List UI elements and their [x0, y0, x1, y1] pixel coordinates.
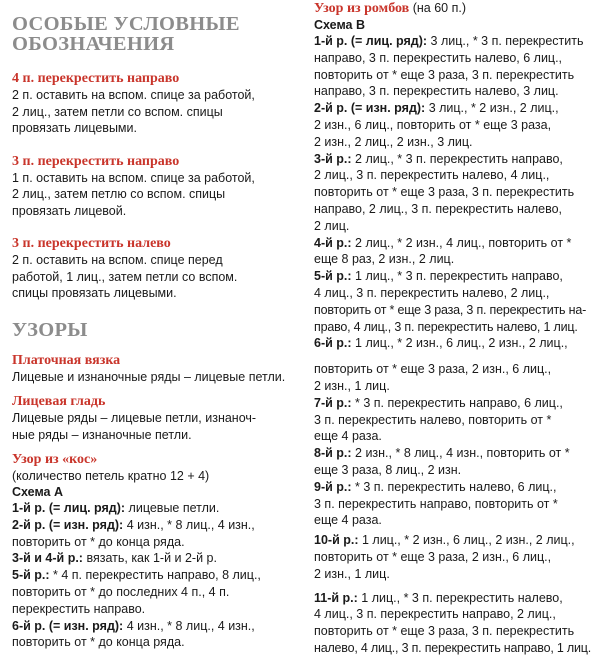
row-text: направо, 3 п. перекрестить налево, 3 лиц. — [314, 84, 559, 99]
row-label: 4-й р.: — [314, 235, 352, 250]
row-text: * 4 п. перекрестить направо, 8 лиц., — [49, 568, 261, 583]
row-label: 2-й р. (= изн. ряд): — [12, 517, 124, 532]
diamonds-header — [314, 0, 610, 17]
section-title-symbols — [12, 14, 306, 54]
row-label: 6-й р. (= изн. ряд): — [12, 618, 124, 633]
row-text: 4 изн., * 8 лиц., 4 изн., — [123, 618, 255, 633]
symbol-text: 2 лиц., затем петлю со вспом. спицы — [12, 187, 226, 201]
row-text: 2 лиц., * 2 изн., 4 лиц., повторить от * — [351, 235, 572, 250]
pattern-title: Платочная вязка — [12, 352, 121, 368]
symbol-text: работой, 1 лиц., затем петли со вспом. — [12, 269, 238, 284]
row-text: 2 изн., 2 лиц., 2 изн., 3 лиц. — [314, 134, 473, 149]
row-text: повторить от * до конца ряда. — [12, 534, 185, 549]
row-label: 9-й р.: — [314, 479, 352, 494]
diamonds-schema: Схема В — [314, 18, 365, 32]
row-text: еще 3 раза, 8 лиц., 2 изн. — [314, 462, 462, 477]
pattern-block — [12, 394, 306, 443]
row-text: 4 лиц., 3 п. перекрестить налево, 2 лиц., — [314, 285, 550, 300]
section-title-patterns: УЗОРЫ — [12, 318, 88, 341]
row-text: повторить от * еще 3 раза, 3 п. перекрестить — [314, 67, 575, 82]
row-label: 1-й р. (= лиц. ряд): — [12, 501, 126, 515]
row-text: повторить от * еще 3 раза, 3 п. перекрестить — [314, 185, 575, 200]
continued-block — [314, 361, 610, 395]
row-text: повторить от * еще 3 раза, 3 п. перекрестить на- — [314, 302, 587, 317]
symbol-text: провязать лицевыми. — [12, 121, 137, 135]
row-label: 10-й р.: — [314, 533, 359, 548]
row-label: 6-й р.: — [314, 336, 352, 351]
row-text: повторить от * еще 3 раза, 2 изн., 6 лиц., — [314, 362, 552, 377]
row-text: 1 лиц., * 3 п. перекрестить налево, — [357, 590, 563, 605]
row-label: 3-й р.: — [314, 151, 352, 166]
symbol-text: 2 п. оставить на вспом. спице перед — [12, 253, 223, 267]
row-text: 1 лиц., * 2 изн., 6 лиц., 2 изн., 2 лиц., — [351, 336, 568, 351]
symbol-title: 3 п. перекрестить направо — [12, 153, 180, 169]
symbol-text: провязать лицевой. — [12, 203, 127, 218]
row-text: 2 лиц. — [314, 218, 350, 233]
row-label: 1-й р. (= лиц. ряд): — [314, 34, 428, 48]
row-text: 2 лиц., * 3 п. перекрестить направо, — [351, 151, 563, 166]
pattern-row — [12, 567, 306, 584]
row-text: право, 4 лиц., 3 п. перекрестить налево, 1 лиц. — [314, 319, 578, 334]
row-text: налево, 4 лиц., 3 п. перекрестить направо, 1 лиц. — [314, 640, 592, 655]
pattern-row — [314, 235, 610, 252]
left-column — [12, 0, 306, 651]
pattern-row — [12, 517, 306, 534]
row-text: 3 лиц., * 3 п. перекрестить — [427, 34, 584, 48]
row-text: 4 лиц., 3 п. перекрестить направо, 2 лиц., — [314, 607, 556, 622]
cables-title: Узор из «кос» — [12, 452, 98, 467]
pattern-text: ные ряды – изнаночные петли. — [12, 427, 192, 442]
row-text: * 3 п. перекрестить направо, 6 лиц., — [351, 395, 563, 410]
row-label: 11-й р.: — [314, 590, 358, 605]
row-text: 2 изн., 1 лиц. — [314, 378, 390, 393]
row-text: 3 п. перекрестить направо, повторить от * — [314, 496, 558, 511]
pattern-row — [314, 445, 610, 462]
pattern-title: Лицевая гладь — [12, 394, 106, 409]
row-text: направо, 2 лиц., 3 п. перекрестить налево, — [314, 201, 563, 216]
row-text: 2 изн., 6 лиц., повторить от * еще 3 раза, — [314, 117, 552, 132]
diamonds-note: (на 60 п.) — [409, 1, 466, 15]
row-text: лицевые петли. — [125, 501, 220, 515]
cables-block — [12, 452, 306, 651]
pattern-row — [12, 550, 306, 567]
row-text: 3 п. перекрестить налево, повторить от * — [314, 412, 552, 427]
right-column — [314, 0, 610, 657]
pattern-row — [314, 532, 610, 549]
row-text: * 3 п. перекрестить налево, 6 лиц., — [351, 479, 557, 494]
pattern-row — [12, 618, 306, 635]
symbol-block — [12, 236, 306, 302]
row-text: 2 изн., 1 лиц. — [314, 566, 390, 581]
pattern-row — [314, 479, 610, 496]
symbol-text: 2 п. оставить на вспом. спице за работой, — [12, 88, 255, 102]
row-label: 5-й р.: — [314, 269, 352, 284]
row-text: еще 4 раза. — [314, 429, 382, 444]
row-label: 7-й р.: — [314, 395, 352, 410]
symbol-block — [12, 71, 306, 137]
symbol-text: спицы провязать лицевыми. — [12, 286, 177, 300]
pattern-row — [314, 590, 610, 607]
row-text: еще 8 раз, 2 изн., 2 лиц. — [314, 252, 455, 267]
pattern-row — [314, 268, 610, 285]
section-title-line: ОСОБЫЕ УСЛОВНЫЕ — [12, 13, 240, 35]
symbol-text: 2 лиц., затем петли со вспом. спицы — [12, 104, 223, 119]
row-text: направо, 3 п. перекрестить налево, 6 лиц., — [314, 50, 563, 65]
row-text: повторить от * до конца ряда. — [12, 635, 185, 650]
pattern-text: Лицевые ряды – лицевые петли, изнаноч- — [12, 411, 257, 425]
pattern-block — [12, 353, 306, 386]
pattern-row — [314, 33, 610, 50]
row-text: повторить от * еще 3 раза, 3 п. перекрестить — [314, 624, 575, 639]
row-text: перекрестить направо. — [12, 601, 146, 616]
row-text: 1 лиц., * 3 п. перекрестить направо, — [351, 269, 563, 284]
symbol-title: 4 п. перекрестить направо — [12, 71, 180, 86]
pattern-row — [314, 395, 610, 412]
row-text: 2 изн., * 8 лиц., 4 изн., повторить от * — [351, 446, 570, 461]
pattern-text: Лицевые и изнаночные ряды – лицевые петли. — [12, 369, 286, 384]
symbol-title: 3 п. перекрестить налево — [12, 236, 171, 251]
row-label: 8-й р.: — [314, 446, 352, 461]
row-text: вязать, как 1-й и 2-й р. — [82, 551, 217, 566]
row-text: повторить от * еще 3 раза, 2 изн., 6 лиц., — [314, 549, 552, 564]
symbol-block — [12, 154, 306, 220]
cables-note: (количество петель кратно 12 + 4) — [12, 469, 210, 483]
pattern-row — [12, 500, 306, 517]
row-text: еще 4 раза. — [314, 513, 382, 528]
cables-schema: Схема А — [12, 485, 63, 499]
row-text: 2 лиц., 3 п. перекрестить налево, 4 лиц., — [314, 168, 550, 183]
pattern-row — [314, 335, 610, 352]
row-label: 2-й р. (= изн. ряд): — [314, 101, 426, 116]
section-title-line: ОБОЗНАЧЕНИЯ — [12, 33, 175, 55]
row-text: 4 изн., * 8 лиц., 4 изн., — [123, 517, 255, 532]
diamonds-title: Узор из ромбов — [314, 1, 410, 16]
row-text: 3 лиц., * 2 изн., 2 лиц., — [425, 101, 559, 116]
row-text: повторить от * до последних 4 п., 4 п. — [12, 584, 230, 599]
row-label: 3-й и 4-й р.: — [12, 551, 83, 566]
symbol-text: 1 п. оставить на вспом. спице за работой, — [12, 170, 255, 185]
pattern-row — [314, 100, 610, 117]
pattern-row — [314, 151, 610, 168]
row-label: 5-й р.: — [12, 568, 50, 583]
row-text: 1 лиц., * 2 изн., 6 лиц., 2 изн., 2 лиц., — [358, 533, 575, 548]
